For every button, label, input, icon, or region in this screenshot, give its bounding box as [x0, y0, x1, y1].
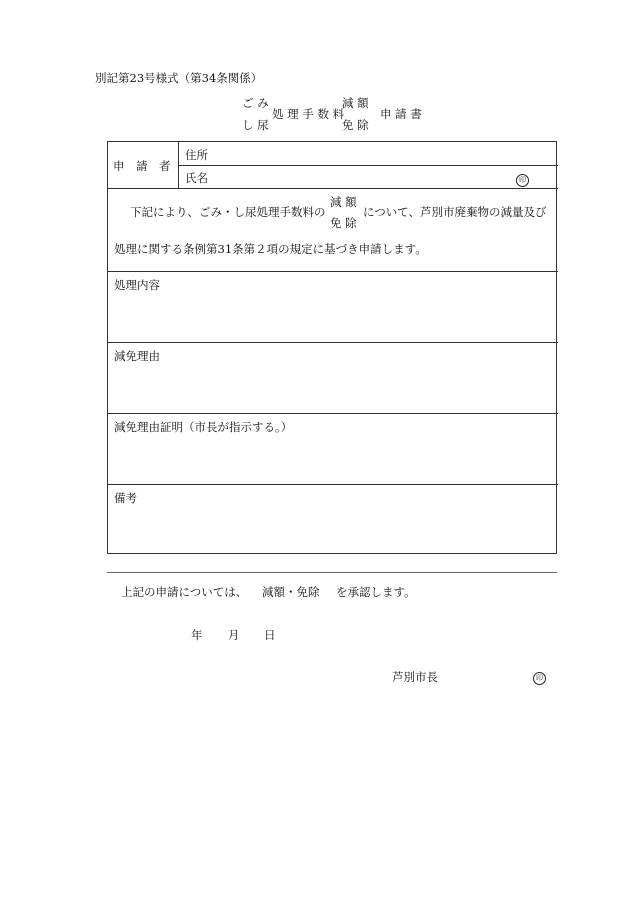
reason-label: 減免理由 [114, 349, 160, 363]
statement-line1-pre: 下記により、ごみ・し尿処理手数料の [130, 205, 326, 219]
row-line-4 [108, 413, 558, 414]
approval-choice: 減額・免除 [262, 585, 320, 599]
mayor-seal: 印 [533, 672, 546, 685]
title-gengaku: 減 額 [342, 96, 369, 110]
proof-label: 減免理由証明（市長が指示する。） [114, 420, 293, 434]
date-month: 月 [228, 628, 240, 642]
mayor-label: 芦別市長 [392, 670, 438, 684]
row-line-1 [108, 188, 558, 189]
statement-line2: 処理に関する条例第31条第２項の規定に基づき申請します。 [114, 242, 427, 256]
date-year: 年 [191, 628, 203, 642]
row-line-2 [108, 271, 558, 272]
row-line-3 [108, 342, 558, 343]
remarks-label: 備考 [114, 491, 137, 505]
title-gomi: ご み [242, 96, 269, 110]
date-day: 日 [264, 628, 276, 642]
application-table [107, 141, 557, 554]
applicant-row-line [178, 165, 558, 166]
title-shinyo: し 尿 [242, 118, 269, 132]
applicant-seal: 印 [516, 174, 529, 187]
title-shori: 処 理 手 数 料 [272, 107, 345, 121]
title-menjo: 免 除 [342, 118, 369, 132]
mayor-seal-icon [533, 669, 546, 685]
content-label: 処理内容 [114, 278, 160, 292]
row-line-5 [108, 484, 558, 485]
applicant-label: 申 請 者 [113, 159, 171, 173]
form-label: 別記第23号様式（第34条関係） [95, 71, 263, 85]
title-shinseisho: 申 請 書 [380, 107, 422, 121]
separator-line [107, 572, 557, 573]
seal-icon [516, 171, 529, 187]
approval-post: を承認します。 [336, 585, 416, 599]
statement-line1-post: について、芦別市廃棄物の減量及び [363, 205, 547, 219]
form-title [0, 95, 630, 135]
statement-gengaku: 減 額 [330, 195, 357, 209]
name-label: 氏名 [185, 171, 208, 185]
address-label: 住所 [185, 148, 208, 162]
statement-menjo: 免 除 [330, 216, 357, 230]
approval-pre: 上記の申請については、 [121, 585, 248, 599]
